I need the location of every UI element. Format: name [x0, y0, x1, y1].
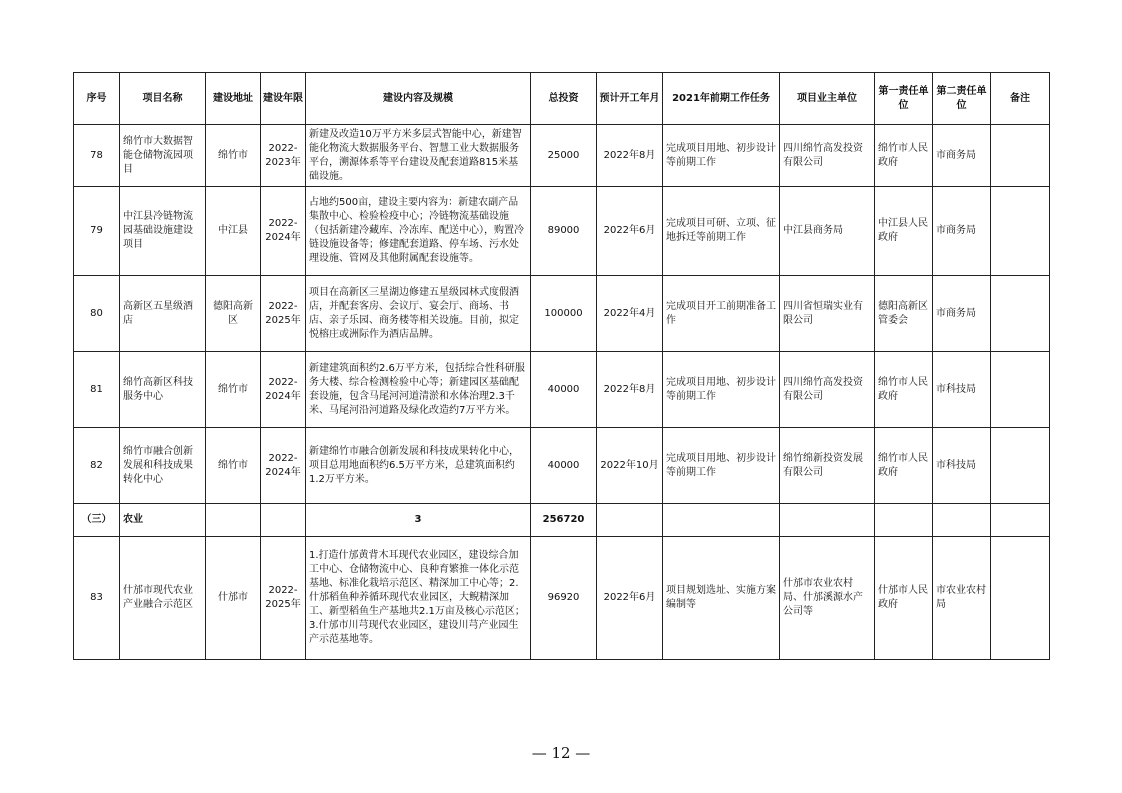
cell-location: 绵竹市 — [206, 352, 261, 428]
section-empty-cell — [991, 504, 1050, 537]
section-empty-cell — [597, 504, 663, 537]
cell-seq: 82 — [74, 428, 120, 504]
cell-resp1: 绵竹市人民政府 — [875, 428, 933, 504]
cell-location: 绵竹市 — [206, 125, 261, 187]
header-note: 备注 — [991, 73, 1050, 125]
cell-period: 2022-2023年 — [261, 125, 306, 187]
cell-note — [991, 187, 1050, 276]
cell-content: 新建及改造10万平方米多层式智能中心，新建智能化物流大数据服务平台、智慧工业大数据服务平台，溯源体系等平台建设及配套道路815米基础设施。 — [306, 125, 531, 187]
cell-owner: 四川省恒瑞实业有限公司 — [780, 276, 875, 352]
table-row — [74, 276, 1050, 352]
cell-period: 2022-2024年 — [261, 187, 306, 276]
cell-start: 2022年4月 — [597, 276, 663, 352]
cell-resp1: 绵竹市人民政府 — [875, 352, 933, 428]
cell-name: 绵竹市大数据智能仓储物流园项目 — [120, 125, 206, 187]
header-seq: 序号 — [74, 73, 120, 125]
table-row — [74, 428, 1050, 504]
table-row — [74, 537, 1050, 660]
cell-note — [991, 125, 1050, 187]
cell-start: 2022年6月 — [597, 537, 663, 660]
cell-period: 2022-2025年 — [261, 276, 306, 352]
section-empty-cell — [206, 504, 261, 537]
section-empty-cell — [261, 504, 306, 537]
cell-resp2: 市科技局 — [933, 428, 991, 504]
cell-investment: 40000 — [531, 428, 597, 504]
section-investment: 256720 — [531, 504, 597, 537]
cell-owner: 绵竹绵新投资发展有限公司 — [780, 428, 875, 504]
cell-note — [991, 352, 1050, 428]
cell-resp2: 市科技局 — [933, 352, 991, 428]
cell-owner: 四川绵竹高发投资有限公司 — [780, 352, 875, 428]
cell-name: 绵竹高新区科技服务中心 — [120, 352, 206, 428]
cell-note — [991, 428, 1050, 504]
cell-resp1: 中江县人民政府 — [875, 187, 933, 276]
cell-location: 什邡市 — [206, 537, 261, 660]
cell-investment: 40000 — [531, 352, 597, 428]
cell-period: 2022-2025年 — [261, 537, 306, 660]
cell-owner: 中江县商务局 — [780, 187, 875, 276]
cell-task: 完成项目用地、初步设计等前期工作 — [663, 428, 780, 504]
cell-start: 2022年6月 — [597, 187, 663, 276]
cell-content: 新建建筑面积约2.6万平方米，包括综合性科研服务大楼、综合检测检验中心等；新建园区基础配套设施，包含马尾河河道清淤和水体治理2.3千米、马尾河沿河道路及绿化改造约7万平方米。 — [306, 352, 531, 428]
cell-name: 中江县冷链物流园基础设施建设项目 — [120, 187, 206, 276]
section-seq: （三） — [74, 504, 120, 537]
section-count: 3 — [306, 504, 531, 537]
cell-location: 德阳高新区 — [206, 276, 261, 352]
cell-seq: 83 — [74, 537, 120, 660]
cell-resp2: 市商务局 — [933, 125, 991, 187]
cell-task: 完成项目可研、立项、征地拆迁等前期工作 — [663, 187, 780, 276]
header-location: 建设地址 — [206, 73, 261, 125]
header-period: 建设年限 — [261, 73, 306, 125]
cell-task: 完成项目用地、初步设计等前期工作 — [663, 125, 780, 187]
cell-seq: 79 — [74, 187, 120, 276]
cell-name: 高新区五星级酒店 — [120, 276, 206, 352]
cell-period: 2022-2024年 — [261, 352, 306, 428]
cell-note — [991, 276, 1050, 352]
table-row — [74, 125, 1050, 187]
header-resp1: 第一责任单位 — [875, 73, 933, 125]
cell-resp1: 德阳高新区管委会 — [875, 276, 933, 352]
cell-resp2: 市农业农村局 — [933, 537, 991, 660]
cell-task: 完成项目用地、初步设计等前期工作 — [663, 352, 780, 428]
cell-content: 1.打造什邡黄背木耳现代农业园区，建设综合加工中心、仓储物流中心、良种育繁推一体化示范基地、标准化栽培示范区、精深加工中心等；2.什邡稻鱼种养循环现代农业园区，大鲵精深加工、新型稻鱼生产基地共2.1万亩及核心示范区；3.什邡市川芎现代农业园区，建设川芎产业园生产示范基地等。 — [306, 537, 531, 660]
cell-owner: 什邡市农业农村局、什邡溪源水产公司等 — [780, 537, 875, 660]
cell-start: 2022年8月 — [597, 125, 663, 187]
cell-investment: 96920 — [531, 537, 597, 660]
header-start: 预计开工年月 — [597, 73, 663, 125]
cell-name: 什邡市现代农业产业融合示范区 — [120, 537, 206, 660]
header-task: 2021年前期工作任务 — [663, 73, 780, 125]
cell-task: 项目规划选址、实施方案编制等 — [663, 537, 780, 660]
table-row — [74, 187, 1050, 276]
cell-location: 绵竹市 — [206, 428, 261, 504]
cell-location: 中江县 — [206, 187, 261, 276]
cell-owner: 四川绵竹高发投资有限公司 — [780, 125, 875, 187]
cell-investment: 89000 — [531, 187, 597, 276]
cell-task: 完成项目开工前期准备工作 — [663, 276, 780, 352]
cell-content: 占地约500亩，建设主要内容为：新建农副产品集散中心、检验检疫中心；冷链物流基础设施（包括新建冷藏库、冷冻库、配送中心），购置冷链设施设备等；修建配套道路、停车场、污水处理设施、管网及其他附属配套设施等。 — [306, 187, 531, 276]
page-number: — 12 — — [531, 744, 591, 762]
cell-resp1: 什邡市人民政府 — [875, 537, 933, 660]
cell-note — [991, 537, 1050, 660]
section-row-agriculture — [74, 504, 1050, 537]
section-empty-cell — [780, 504, 875, 537]
cell-start: 2022年10月 — [597, 428, 663, 504]
header-investment: 总投资 — [531, 73, 597, 125]
table-header-row — [74, 73, 1050, 125]
cell-resp1: 绵竹市人民政府 — [875, 125, 933, 187]
cell-name: 绵竹市融合创新发展和科技成果转化中心 — [120, 428, 206, 504]
header-content: 建设内容及规模 — [306, 73, 531, 125]
cell-investment: 25000 — [531, 125, 597, 187]
cell-content: 新建绵竹市融合创新发展和科技成果转化中心，项目总用地面积约6.5万平方米，总建筑面积约1.2万平方米。 — [306, 428, 531, 504]
cell-resp2: 市商务局 — [933, 187, 991, 276]
section-empty-cell — [875, 504, 933, 537]
cell-start: 2022年8月 — [597, 352, 663, 428]
header-resp2: 第二责任单位 — [933, 73, 991, 125]
cell-period: 2022-2024年 — [261, 428, 306, 504]
cell-seq: 80 — [74, 276, 120, 352]
header-owner: 项目业主单位 — [780, 73, 875, 125]
cell-seq: 78 — [74, 125, 120, 187]
cell-resp2: 市商务局 — [933, 276, 991, 352]
cell-content: 项目在高新区三星湖边修建五星级园林式度假酒店，并配套客房、会议厅、宴会厅、商场、书店、亲子乐园、商务楼等相关设施。目前，拟定悦榕庄或洲际作为酒店品牌。 — [306, 276, 531, 352]
section-name: 农业 — [120, 504, 206, 537]
section-empty-cell — [933, 504, 991, 537]
table-row — [74, 352, 1050, 428]
cell-seq: 81 — [74, 352, 120, 428]
header-name: 项目名称 — [120, 73, 206, 125]
cell-investment: 100000 — [531, 276, 597, 352]
project-table — [73, 72, 1050, 660]
section-empty-cell — [663, 504, 780, 537]
